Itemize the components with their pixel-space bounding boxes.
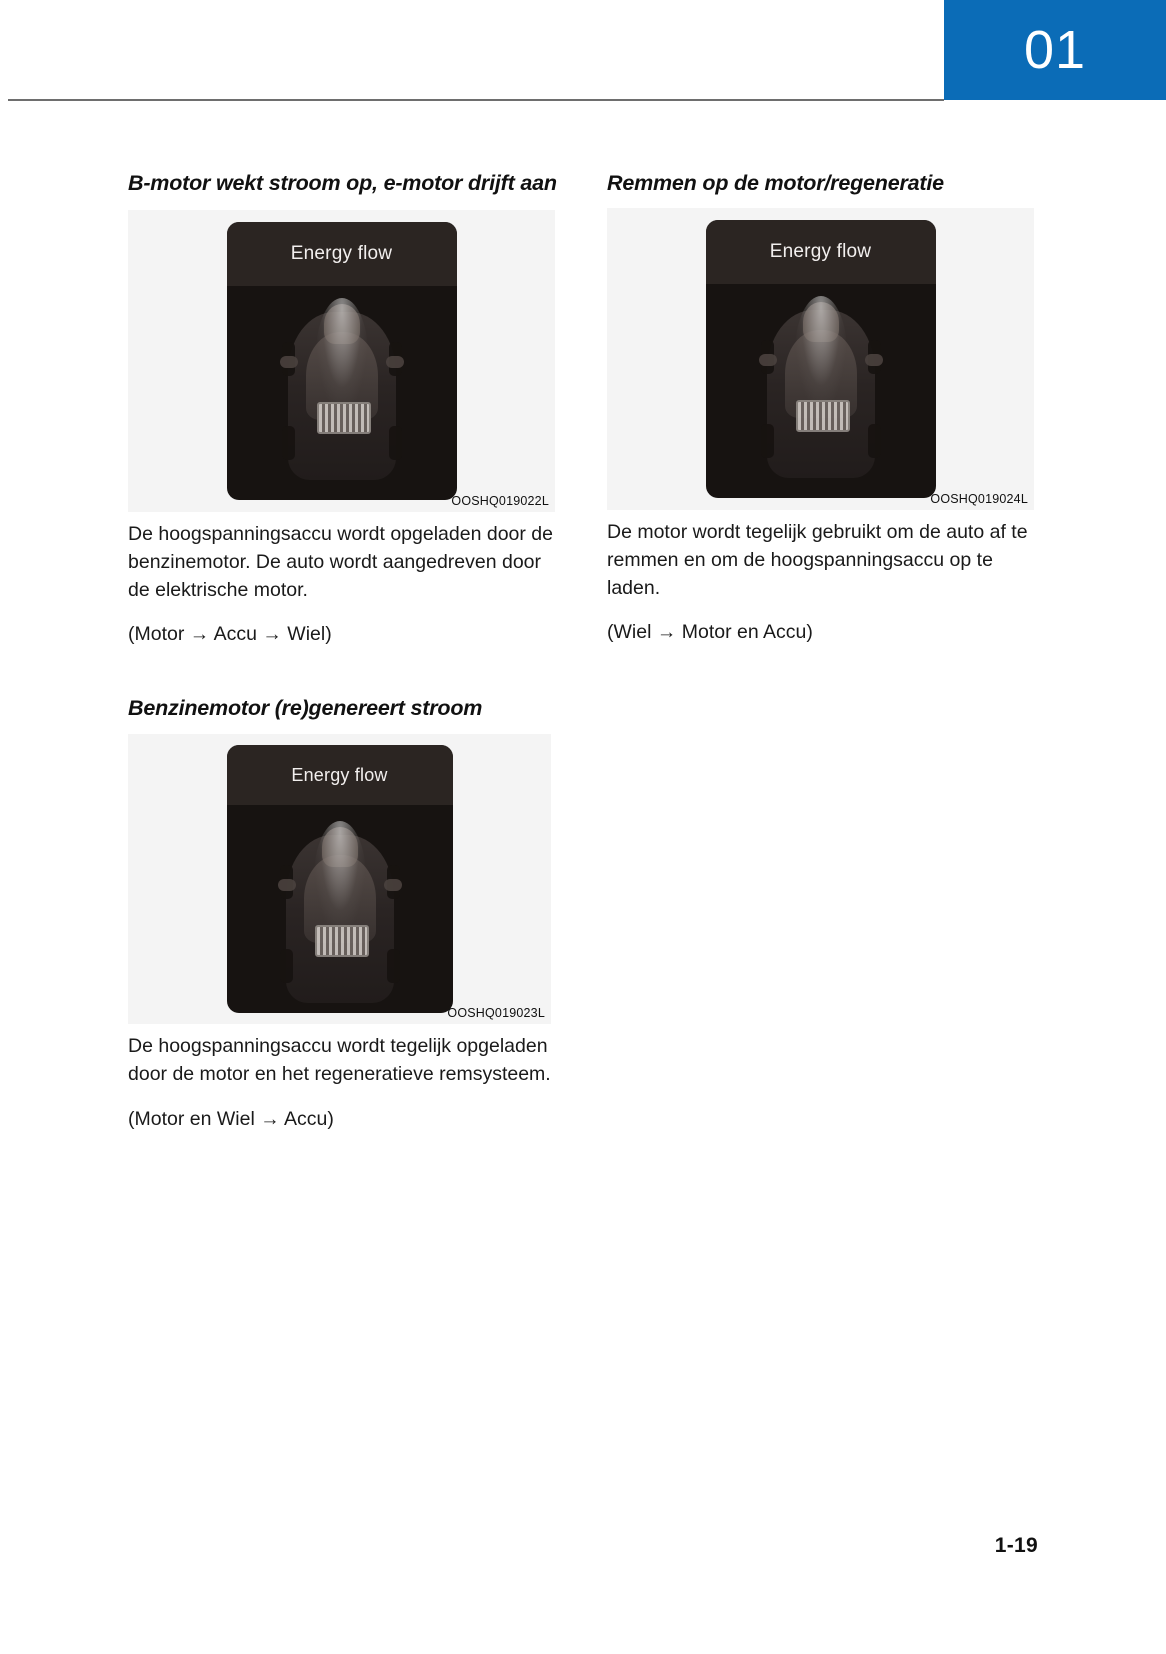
- cluster-screen: [227, 222, 457, 500]
- body-text-benzinemotor: De hoogspanningsaccu wordt tegelijk opgeladen door de motor en het regeneratieve remsysteem.: [128, 1035, 551, 1086]
- figure-energy-flow-remmen: [607, 208, 1034, 510]
- section-title-remmen: Remmen op de motor/regeneratie: [607, 171, 944, 195]
- body-text-b-motor: De hoogspanningsaccu wordt opgeladen door de benzinemotor. De auto wordt aangedreven door de elektrische motor.: [128, 522, 553, 602]
- energy-flow-label: Energy flow: [227, 222, 457, 286]
- figure-caption: OOSHQ019022L: [451, 493, 549, 508]
- header-divider: [8, 99, 944, 101]
- energy-flow-label: Energy flow: [227, 745, 453, 805]
- car-illustration-icon: [741, 296, 901, 484]
- chapter-number: 01: [1023, 20, 1087, 80]
- car-illustration-icon: [260, 821, 420, 1009]
- section-spacer: [128, 649, 559, 695]
- flow-text-b-motor: (Motor → Accu → Wiel): [128, 623, 332, 646]
- section-title-b-motor: B-motor wekt stroom op, e-motor drijft aan: [128, 171, 557, 195]
- section-title-benzinemotor: Benzinemotor (re)genereert stroom: [128, 695, 483, 720]
- figure-energy-flow-b-motor: [128, 210, 555, 512]
- figure-energy-flow-benzinemotor: [128, 734, 551, 1024]
- page-number: 1-19: [994, 1534, 1038, 1557]
- car-illustration-icon: [262, 298, 422, 486]
- cluster-screen: [706, 220, 936, 498]
- figure-caption: OOSHQ019024L: [930, 491, 1028, 506]
- figure-caption: OOSHQ019023L: [447, 1006, 545, 1021]
- cluster-screen: [227, 745, 453, 1013]
- chapter-tab: [944, 0, 1166, 100]
- flow-text-benzinemotor: (Motor en Wiel → Accu): [128, 1107, 334, 1130]
- body-text-remmen: De motor wordt tegelijk gebruikt om de auto af te remmen en om de hoogspanningsaccu op te laden.: [607, 520, 1028, 600]
- flow-text-remmen: (Wiel → Motor en Accu): [607, 621, 813, 644]
- left-column: [128, 170, 559, 1133]
- energy-flow-label: Energy flow: [706, 220, 936, 284]
- right-column: [607, 170, 1038, 1133]
- page-content: [128, 170, 1038, 1133]
